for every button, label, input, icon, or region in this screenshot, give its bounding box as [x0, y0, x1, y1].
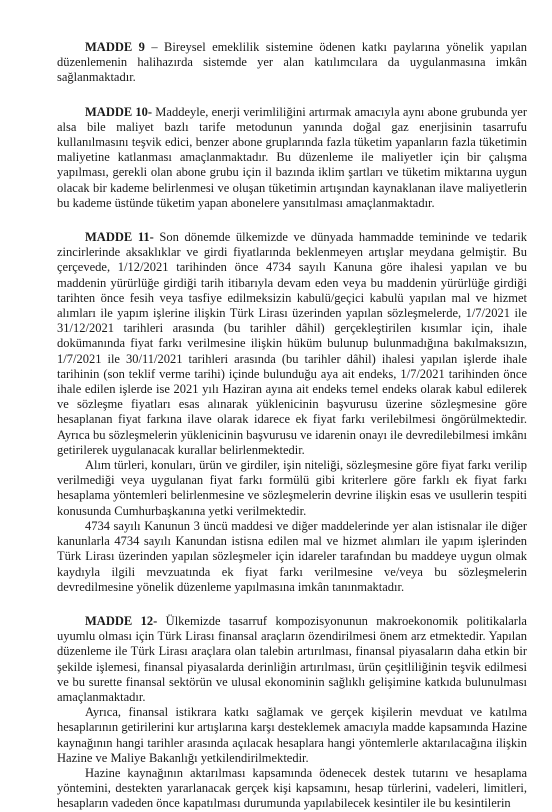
madde-11-paragraph-2: Alım türleri, konuları, ürün ve girdiler, işin niteliği, sözleşmesine göre fiyat farkı verilip verilmediği veya uygulanan fiyat farkı formülü gibi kriterlere göre farklı ek fiyat farkı hesaplama yöntemleri belirlenmesine ve sözleşmelerin devrine ilişkin esas ve usullerin tespiti konusunda Cumhurbaşkanına yetki verilmektedir.	[57, 458, 527, 518]
madde-9-paragraph	[57, 40, 527, 86]
madde-10-heading: MADDE 10-	[85, 104, 153, 119]
madde-9-text: – Bireysel emeklilik sistemine ödenen katkı paylarına yönelik yapılan düzenlemenin halihazırda sistemde yer alan katılımcılara da uygulanmasına imkân sağlanmaktadır.	[57, 40, 528, 85]
madde-12-paragraph	[57, 614, 527, 705]
madde-12-text: Ülkemizde tasarruf kompozisyonunun makroekonomik politikalarla uyumlu olması için Türk Lirası finansal araçların özendirilmesi önem arz etmektedir. Yapılan düzenleme ile Türk Lirası araçlara olan talebin artırılması, finansal piyasaların daha etkin bir şekilde işlemesi, finansal piyasalarda derinliğin artırılması, ürün çeşitliliğinin teşvik edilmesi ve bu surette finansal sektörün ve ulusal ekonominin sağlıklı gelişimine katkıda bulunulması amaçlanmaktadır.	[57, 613, 527, 704]
madde-12-paragraph-2: Ayrıca, finansal istikrara katkı sağlamak ve gerçek kişilerin mevduat ve katılma hesaplarının getirilerini kur artışlarına karşı desteklemek amacıyla madde kapsamında Hazine kaynağının hangi tarihler arasında açılacak hesaplara hangi yöntemlerle aktarılacağına ilişkin Hazine ve Maliye Bakanlığı yetkilendirilmektedir.	[57, 705, 527, 765]
madde-11-paragraph-3: 4734 sayılı Kanunun 3 üncü maddesi ve diğer maddelerinde yer alan istisnalar ile diğer kanunlarla 4734 sayılı Kanundan istisna edilen mal ve hizmet alımları ile yapım işlerinden Türk Lirası üzerinden yapılan sözleşmeler için idareler tarafından bu maddeye uygun olmak kaydıyla ilgili mevzuatında ek fiyat farkı verilmesine ve/veya bu sözleşmelerin devredilmesine yönelik düzenleme yapılmasına imkân tanınmaktadır.	[57, 518, 527, 594]
madde-10-text: Maddeyle, enerji verimliliğini artırmak amacıyla aynı abone grubunda yer alsa bile maliyet bazlı tarife metodunun yanında doğal gaz enerjisinin tasarrufu kullanılmasını teşvik edici, benzer abone gruplarında fazla tüketim yapanların fazla tüketimin maliyetine katlanması amaçlanmaktadır. Bu düzenleme ile maliyetler için bir çalışma yapılması, gerekli olan abone grubu için il bazında iklim şartları ve tüketim miktarına uygun olacak bir kademe belirlenmesi ve oluşan tüketimin artışından kaynaklanan ilave maliyetlerin bu kademe üstünde tüketim yapan abonelere yansıtılması amaçlanmaktadır.	[57, 104, 527, 210]
madde-10-paragraph	[57, 105, 527, 211]
madde-11-paragraph	[57, 230, 527, 458]
madde-11-heading: MADDE 11-	[85, 230, 154, 245]
madde-12-paragraph-3: Hazine kaynağının aktarılması kapsamında ödenecek destek tutarını ve hesaplama yöntemini, destekten yararlanacak gerçek kişi kapsamını, hesap türlerini, vadeleri, limitleri, hesapların vadeden önce kapatılması durumunda yapılabilecek kesintiler ile bu kesintilerin	[57, 765, 527, 811]
madde-12-heading: MADDE 12-	[85, 613, 158, 628]
document-page	[57, 40, 527, 812]
madde-9-heading: MADDE 9	[85, 40, 145, 54]
madde-11-text: Son dönemde ülkemizde ve dünyada hammadde temininde ve tedarik zincirlerinde aksaklıklar ve girdi fiyatlarında beklenmeyen artışlar meydana gelmiştir. Bu çerçevede, 1/12/2021 tarihinden önce 4734 sayılı Kanuna göre ihalesi yapılan ve bu maddenin yürürlüğe girdiği tarih itibarıyla devam eden veya bu maddenin yürürlüğe girdiği tarihten önce fesih veya tasfiye edilmeksizin kabulü/geçici kabulü yapılan mal ve hizmet alımları ile yapım işlerine ilişkin Türk Lirası üzerinden yapılan sözleşmelerde, 1/7/2021 ile 31/12/2021 tarihleri arasında (bu tarihler dâhil) gerçekleştirilen kısımlar için, ihale dokümanında fiyat farkı verilmesine ilişkin hüküm bulunup bulunmadığına bakılmaksızın, 1/7/2021 ile 30/11/2021 tarihleri arasında (bu tarihler dâhil) ihalesi yapılan işlerde ihale tarihinin (son teklif verme tarihi) içinde bulunduğu aya ait endeks, 1/7/2021 tarihinden önce ihale edilen işlerde ise 2021 yılı Haziran ayına ait endeks temel endeks olarak kabul edilerek ve sözleşme fiyatları esas alınarak yüklenicinin başvurusu üzerine sözleşmesine göre hesaplanan fiyat farkına ilave olarak idarece ek fiyat farkı verilebilmesi öngörülmektedir. Ayrıca bu sözleşmelerin yüklenicinin başvurusu ve idarenin onayı ile devredilebilmesi imkânı getirilerek uygulanacak kurallar belirlenmektedir.	[57, 230, 527, 457]
